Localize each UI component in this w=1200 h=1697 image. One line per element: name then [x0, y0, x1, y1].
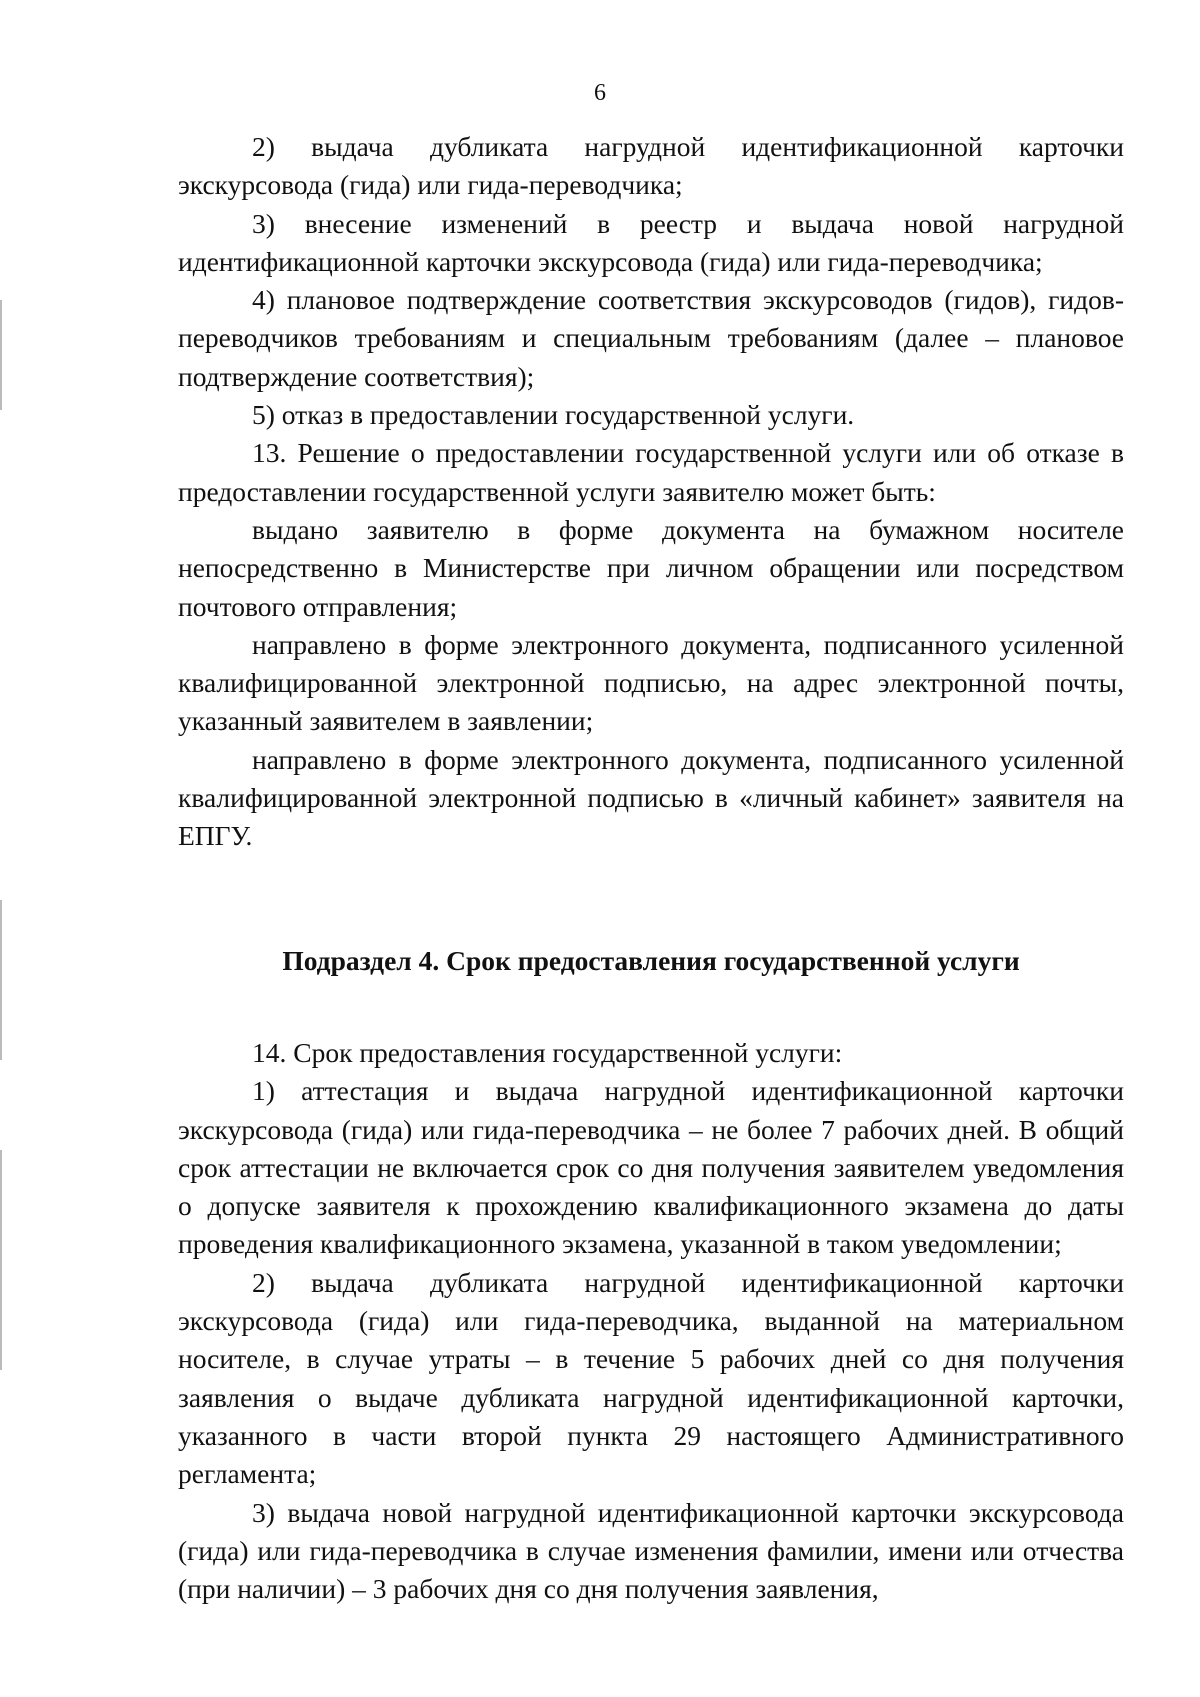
paragraph: 2) выдача дубликата нагрудной идентификационной карточки экскурсовода (гида) или гида-переводчика;	[178, 131, 1124, 201]
scan-edge-mark	[0, 1150, 2, 1370]
paragraph: 3) внесение изменений в реестр и выдача новой нагрудной идентификационной карточки экскурсовода (гида) или гида-переводчика;	[178, 207, 1124, 277]
paragraph: 14. Срок предоставления государственной услуги:	[252, 1036, 843, 1068]
paragraph: 5) отказ в предоставлении государственной услуги.	[252, 399, 855, 431]
paragraph: 13. Решение о предоставлении государственной услуги или об отказе в предоставлении государственной услуги заявителю может быть:	[178, 437, 1124, 507]
section-heading: Подраздел 4. Срок предоставления государственной услуги	[282, 944, 1020, 976]
paragraph: направлено в форме электронного документа, подписанного усиленной квалифицированной электронной подписью в «личный кабинет» заявителя на ЕПГУ.	[178, 743, 1124, 852]
paragraph: 2) выдача дубликата нагрудной идентификационной карточки экскурсовода (гида) или гида-переводчика, выданной на материальном носителе, в случае утраты – в течение 5 рабочих дней со дня получения заявления о выдаче дубликата нагрудной идентификационной карточки, указанного в части второй пункта 29 настоящего Административного регламента;	[178, 1266, 1124, 1490]
document-body	[178, 128, 1124, 1608]
scan-edge-mark	[0, 300, 2, 410]
page-number: 6	[594, 80, 606, 106]
paragraph: выдано заявителю в форме документа на бумажном носителе непосредственно в Министерстве при личном обращении или посредством почтового отправления;	[178, 513, 1124, 622]
scan-edge-mark	[0, 900, 2, 1060]
paragraph: 1) аттестация и выдача нагрудной идентификационной карточки экскурсовода (гида) или гида-переводчика – не более 7 рабочих дней. В общий срок аттестации не включается срок со дня получения заявителем уведомления о допуске заявителя к прохождению квалификационного экзамена до даты проведения квалификационного экзамена, указанной в таком уведомлении;	[178, 1075, 1124, 1260]
paragraph: 3) выдача новой нагрудной идентификационной карточки экскурсовода (гида) или гида-переводчика в случае изменения фамилии, имени или отчества (при наличии) – 3 рабочих дня со дня получения заявления,	[178, 1496, 1124, 1605]
paragraph: 4) плановое подтверждение соответствия экскурсоводов (гидов), гидов-переводчиков требованиям и специальным требованиям (далее – плановое подтверждение соответствия);	[178, 284, 1124, 392]
paragraph: направлено в форме электронного документа, подписанного усиленной квалифицированной электронной подписью, на адрес электронной почты, указанный заявителем в заявлении;	[178, 628, 1124, 737]
